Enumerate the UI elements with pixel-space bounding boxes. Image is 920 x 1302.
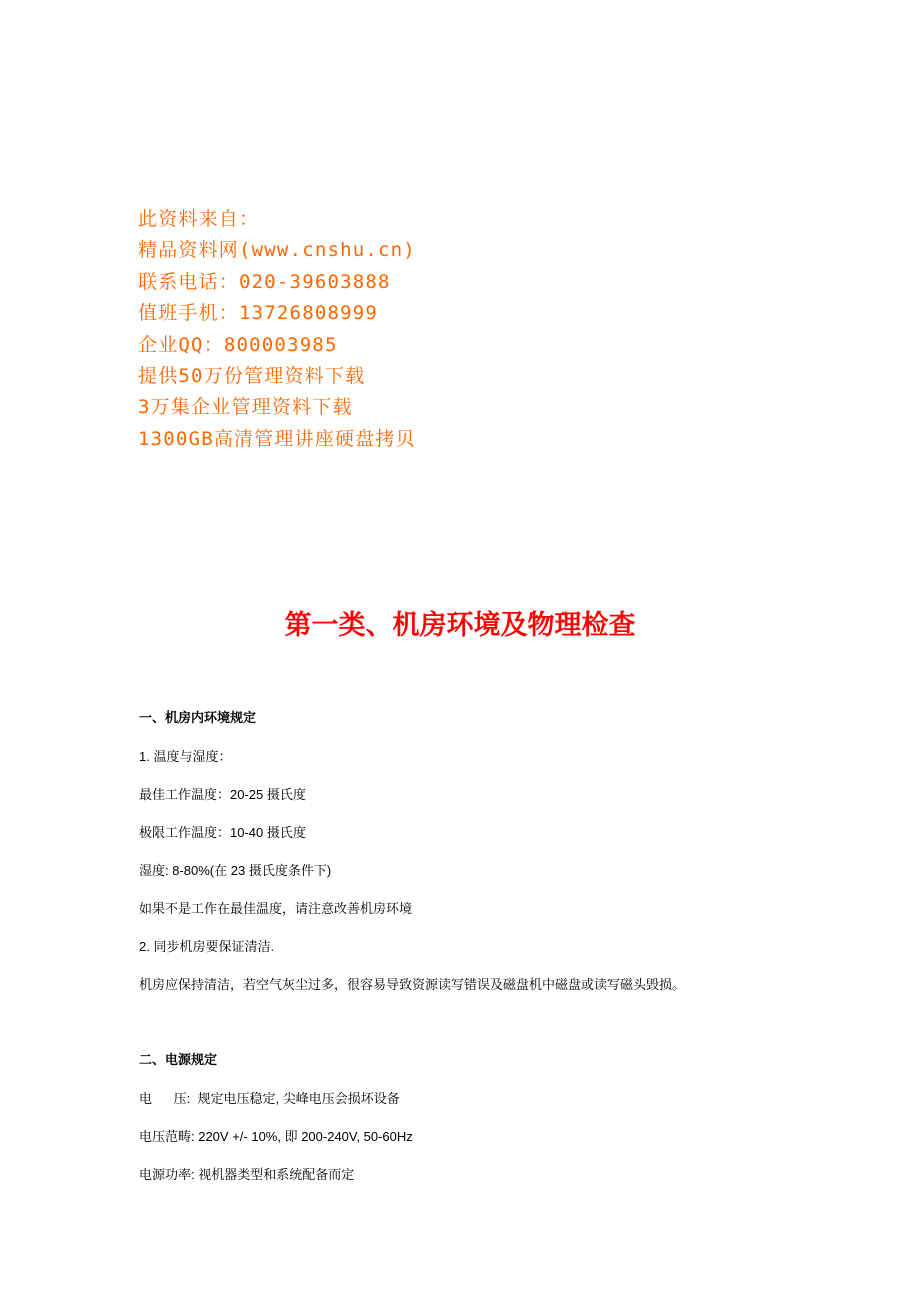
- paragraph: 电 压: 规定电压稳定, 尖峰电压会损坏设备: [139, 1091, 400, 1106]
- paragraph: 电压范畴: 220V +/- 10%, 即 200-240V, 50-60Hz: [139, 1129, 413, 1144]
- promo-website: 精品资料网(www.cnshu.cn): [138, 239, 416, 262]
- section-heading: 一、机房内环境规定: [139, 711, 257, 726]
- promo-phone: 联系电话：020-39603888: [138, 270, 391, 293]
- paragraph: 如果不是工作在最佳温度，请注意改善机房环境: [139, 901, 413, 916]
- paragraph: 电源功率: 视机器类型和系统配备而定: [139, 1167, 355, 1182]
- paragraph: 机房应保持清洁，若空气灰尘过多，很容易导致资源读写错误及磁盘机中磁盘或读写磁头毁损。: [139, 977, 686, 992]
- section-heading: 二、电源规定: [139, 1053, 218, 1068]
- promo-offer-lectures: 1300GB高清管理讲座硬盘拷贝: [138, 427, 416, 450]
- paragraph: 湿度: 8-80%(在 23 摄氏度条件下): [139, 863, 332, 878]
- paragraph: 1. 温度与湿度：: [139, 749, 232, 764]
- section-power-requirements: [139, 1051, 859, 1185]
- paragraph: 极限工作温度：10-40 摄氏度: [139, 825, 306, 840]
- document-title: 第一类、机房环境及物理检查: [284, 610, 636, 641]
- promo-block: [138, 204, 738, 455]
- section-room-environment: [139, 709, 859, 995]
- promo-qq: 企业QQ：800003985: [138, 333, 338, 356]
- promo-source-label: 此资料来自：: [138, 208, 260, 230]
- promo-offer-videos: 3万集企业管理资料下载: [138, 396, 353, 419]
- promo-offer-documents: 提供50万份管理资料下载: [138, 365, 366, 388]
- paragraph: 最佳工作温度：20-25 摄氏度: [139, 787, 306, 802]
- paragraph: 2. 同步机房要保证清洁.: [139, 939, 275, 954]
- promo-mobile: 值班手机：13726808999: [138, 302, 379, 325]
